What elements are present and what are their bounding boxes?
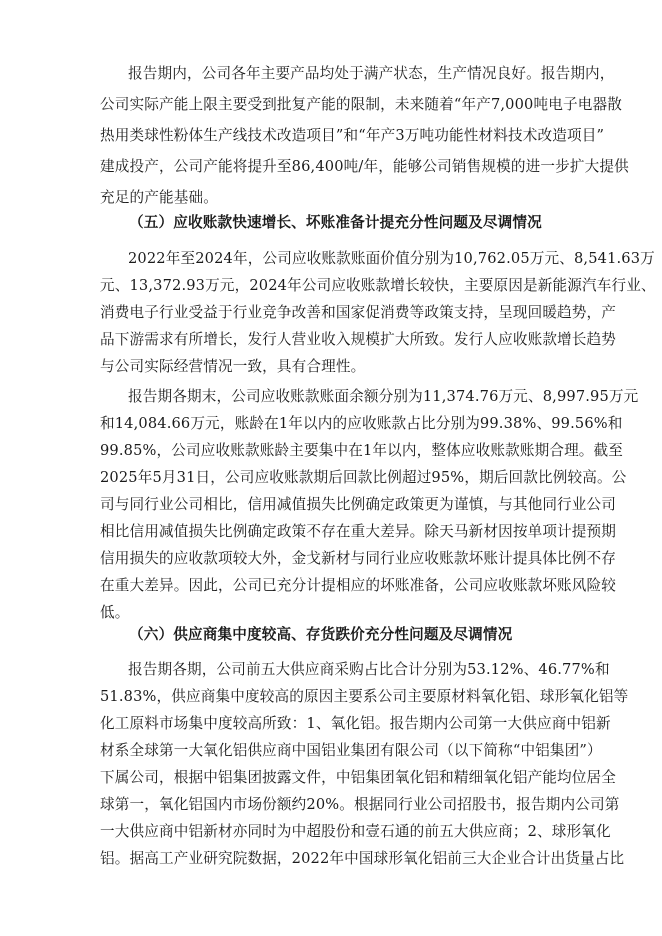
text-line: 报告期各期末，公司应收账款账面余额分别为11,374.76万元、8,997.95万元 <box>128 388 639 405</box>
text-line: 司与同行业公司相比，信用减值损失比例确定政策更为谨慎，与其他同行业公司 <box>100 496 617 513</box>
text-line: 2022年至2024年，公司应收账款账面价值分别为10,762.05万元、8,541.63万 <box>128 250 655 267</box>
text-line: 相比信用减值损失比例确定政策不存在重大差异。除天马新材因按单项计提预期 <box>100 523 617 540</box>
text-line: 材系全球第一大氧化铝供应商中国铝业集团有限公司（以下简称“中铝集团”） <box>100 742 602 759</box>
text-line: 充足的产能基础。 <box>100 189 218 206</box>
text-line: 和14,084.66万元，账龄在1年以内的应收账款占比分别为99.38%、99.56%和 <box>100 415 623 432</box>
text-line: 化工原料市场集中度较高所致：1、氧化铝。报告期内公司第一大供应商中铝新 <box>100 715 611 732</box>
text-line: 报告期各期，公司前五大供应商采购占比合计分别为53.12%、46.77%和 <box>128 661 610 678</box>
heading-text: （六）供应商集中度较高、存货跌价充分性问题及尽调情况 <box>129 626 513 643</box>
text-line: 一大供应商中铝新材亦同时为中超股份和壹石通的前五大供应商；2、球形氧化 <box>100 823 611 840</box>
text-line: 下属公司，根据中铝集团披露文件，中铝集团氧化铝和精细氧化铝产能均位居全 <box>100 769 617 786</box>
text-line: 球第一，氧化铝国内市场份额约20%。根据同行业公司招股书，报告期内公司第 <box>100 796 620 813</box>
text-line: 报告期内，公司各年主要产品均处于满产状态，生产情况良好。报告期内， <box>128 65 615 82</box>
text-line: 99.85%，公司应收账款账龄主要集中在1年以内，整体应收账款账期合理。截至 <box>100 442 624 459</box>
text-line: 建成投产，公司产能将提升至86,400吨/年，能够公司销售规模的进一步扩大提供 <box>100 158 629 175</box>
heading-text: （五）应收账款快速增长、坏账准备计提充分性问题及尽调情况 <box>129 214 542 231</box>
text-line: 低。 <box>100 604 130 621</box>
text-line: 消费电子行业受益于行业竞争改善和国家促消费等政策支持，呈现回暖趋势，产 <box>100 304 617 321</box>
text-line: 信用损失的应收款项较大外，金戈新材与同行业应收账款坏账计提具体比例不存 <box>100 550 617 567</box>
text-line: 2025年5月31日，公司应收账款期后回款比例超过95%，期后回款比例较高。公 <box>100 469 627 486</box>
text-line: 与公司实际经营情况一致，具有合理性。 <box>100 358 366 375</box>
text-line: 公司实际产能上限主要受到批复产能的限制，未来随着“年产7,000吨电子电器散 <box>100 96 622 113</box>
text-line: 品下游需求有所增长，发行人营业收入规模扩大所致。发行人应收账款增长趋势 <box>100 331 617 348</box>
text-line: 热用类球性粉体生产线技术改造项目”和“年产3万吨功能性材料技术改造项目” <box>100 127 605 144</box>
text-line: 铝。据高工产业研究院数据，2022年中国球形氧化铝前三大企业合计出货量占比 <box>100 850 625 867</box>
text-line: 51.83%，供应商集中度较高的原因主要系公司主要原材料氧化铝、球形氧化铝等 <box>100 688 629 705</box>
text-line: 元、13,372.93万元，2024年公司应收账款增长较快，主要原因是新能源汽车行业、 <box>100 277 656 294</box>
text-line: 在重大差异。因此，公司已充分计提相应的坏账准备，公司应收账款坏账风险较 <box>100 577 617 594</box>
